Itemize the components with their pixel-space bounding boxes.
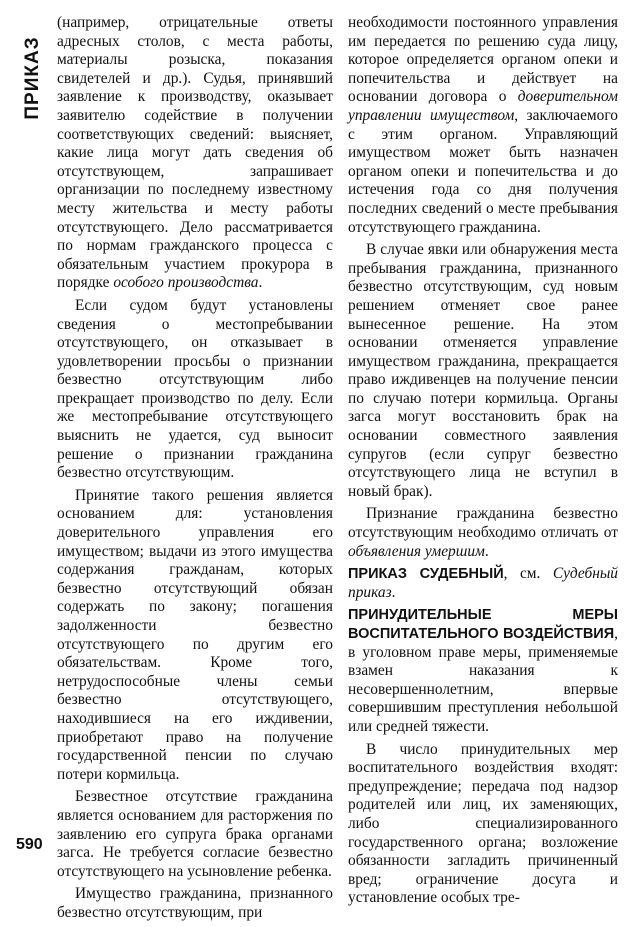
entry-term: ПРИНУДИТЕЛЬНЫЕ МЕРЫ ВОСПИТАТЕЛЬНОГО ВОЗДЕЙСТВИЯ xyxy=(348,607,618,642)
paragraph: В число принудительных мер воспитательного воздействия входят: предупреждение; передача под надзор родителей или лиц, их заменяющих, либо специализированного государственного органа; возложение обязанности загладить причиненный вред; ограничение досуга и установление особых тре- xyxy=(348,740,618,907)
paragraph: Признание гражданина безвестно отсутствующим необходимо отличать от объявления умершим. xyxy=(348,505,618,560)
paragraph: Безвестное отсутствие гражданина является основанием для расторжения по заявлению его супруга брака органами загса. Не требуется согласие безвестно отсутствующего на усыновление ребенка. xyxy=(57,788,333,880)
left-column xyxy=(57,14,333,927)
cross-reference: особого производства xyxy=(113,274,259,292)
paragraph: Если судом будут установлены сведения о местопребывании отсутствующего, он отказывает в удовлетворении просьбы о признании безвестно отсутствующим либо прекращает производство по делу. Если же местопребывание отсутствующего выяснить не удается, суд выносит решение о признании гражданина безвестно отсутствующим. xyxy=(57,296,333,482)
paragraph: (например, отрицательные ответы адресных столов, с места работы, материалы розыска, показания свидетелей и др.). Судья, принявший заявление к производству, оказывает заявителю содействие в получении соответствующих сведений: выясняет, какие лица могут дать сведения об отсутствующем, запрашивает организации по последнему известному месту жительства и месту работы отсутствующего. Дело рассматривается по нормам гражданского процесса с обязательным участием прокурора в порядке особого производства. xyxy=(57,14,333,292)
entry-term: ПРИКАЗ СУДЕБНЫЙ xyxy=(348,566,504,583)
cross-reference: Судебный приказ xyxy=(348,565,618,601)
right-column xyxy=(348,14,618,912)
paragraph: необходимости постоянного управления им передается по решению суда лицу, которое определяется органом опеки и попечительства и действует на основании договора о доверительном управлении имуществом, заключаемого с этим органом. Управляющий имуществом может быть назначен органом опеки и попечительства и до истечения года со дня получения последних сведений о месте пребывания отсутствующего гражданина. xyxy=(348,14,618,236)
cross-reference: объявления умершим xyxy=(348,542,485,560)
running-head-text: ПРИКАЗ xyxy=(22,36,43,120)
paragraph: Принятие такого решения является основанием для: установления доверительного управления его имуществом; выдачи из этого имущества содержания гражданам, которых безвестно отсутствующий обязан содержать по закону; погашения задолженности безвестно отсутствующего по другим его обязательствам. Кроме того, нетрудоспособные члены семьи безвестно отсутствующего, находившиеся на его иждивении, приобретают право на получение государственной пенсии по случаю потери кормильца. xyxy=(57,486,333,783)
running-head xyxy=(22,30,44,126)
dictionary-entry: ПРИКАЗ СУДЕБНЫЙ, см. Судебный приказ. xyxy=(348,565,618,601)
paragraph: В случае явки или обнаружения места пребывания гражданина, признанного безвестно отсутствующим, суд новым решением отменяет свое ранее вынесенное решение. На этом основании отменяется управление имуществом гражданина, прекращается право иждивенцев на получение пенсии по случаю потери кормильца. Органы загса могут восстановить брак на основании совместного заявления супругов (если супруг безвестно отсутствующего лица не вступил в новый брак). xyxy=(348,241,618,500)
dictionary-entry: ПРИНУДИТЕЛЬНЫЕ МЕРЫ ВОСПИТАТЕЛЬНОГО ВОЗДЕЙСТВИЯ, в уголовном праве меры, применяемые взамен наказания к несовершеннолетним, впервые совершившим преступления небольшой или средней тяжести. xyxy=(348,607,618,735)
cross-reference: доверительном управлении имуществом xyxy=(348,88,618,124)
paragraph: Имущество гражданина, признанного безвестно отсутствующим, при xyxy=(57,885,333,921)
page-number: 590 xyxy=(16,836,43,853)
